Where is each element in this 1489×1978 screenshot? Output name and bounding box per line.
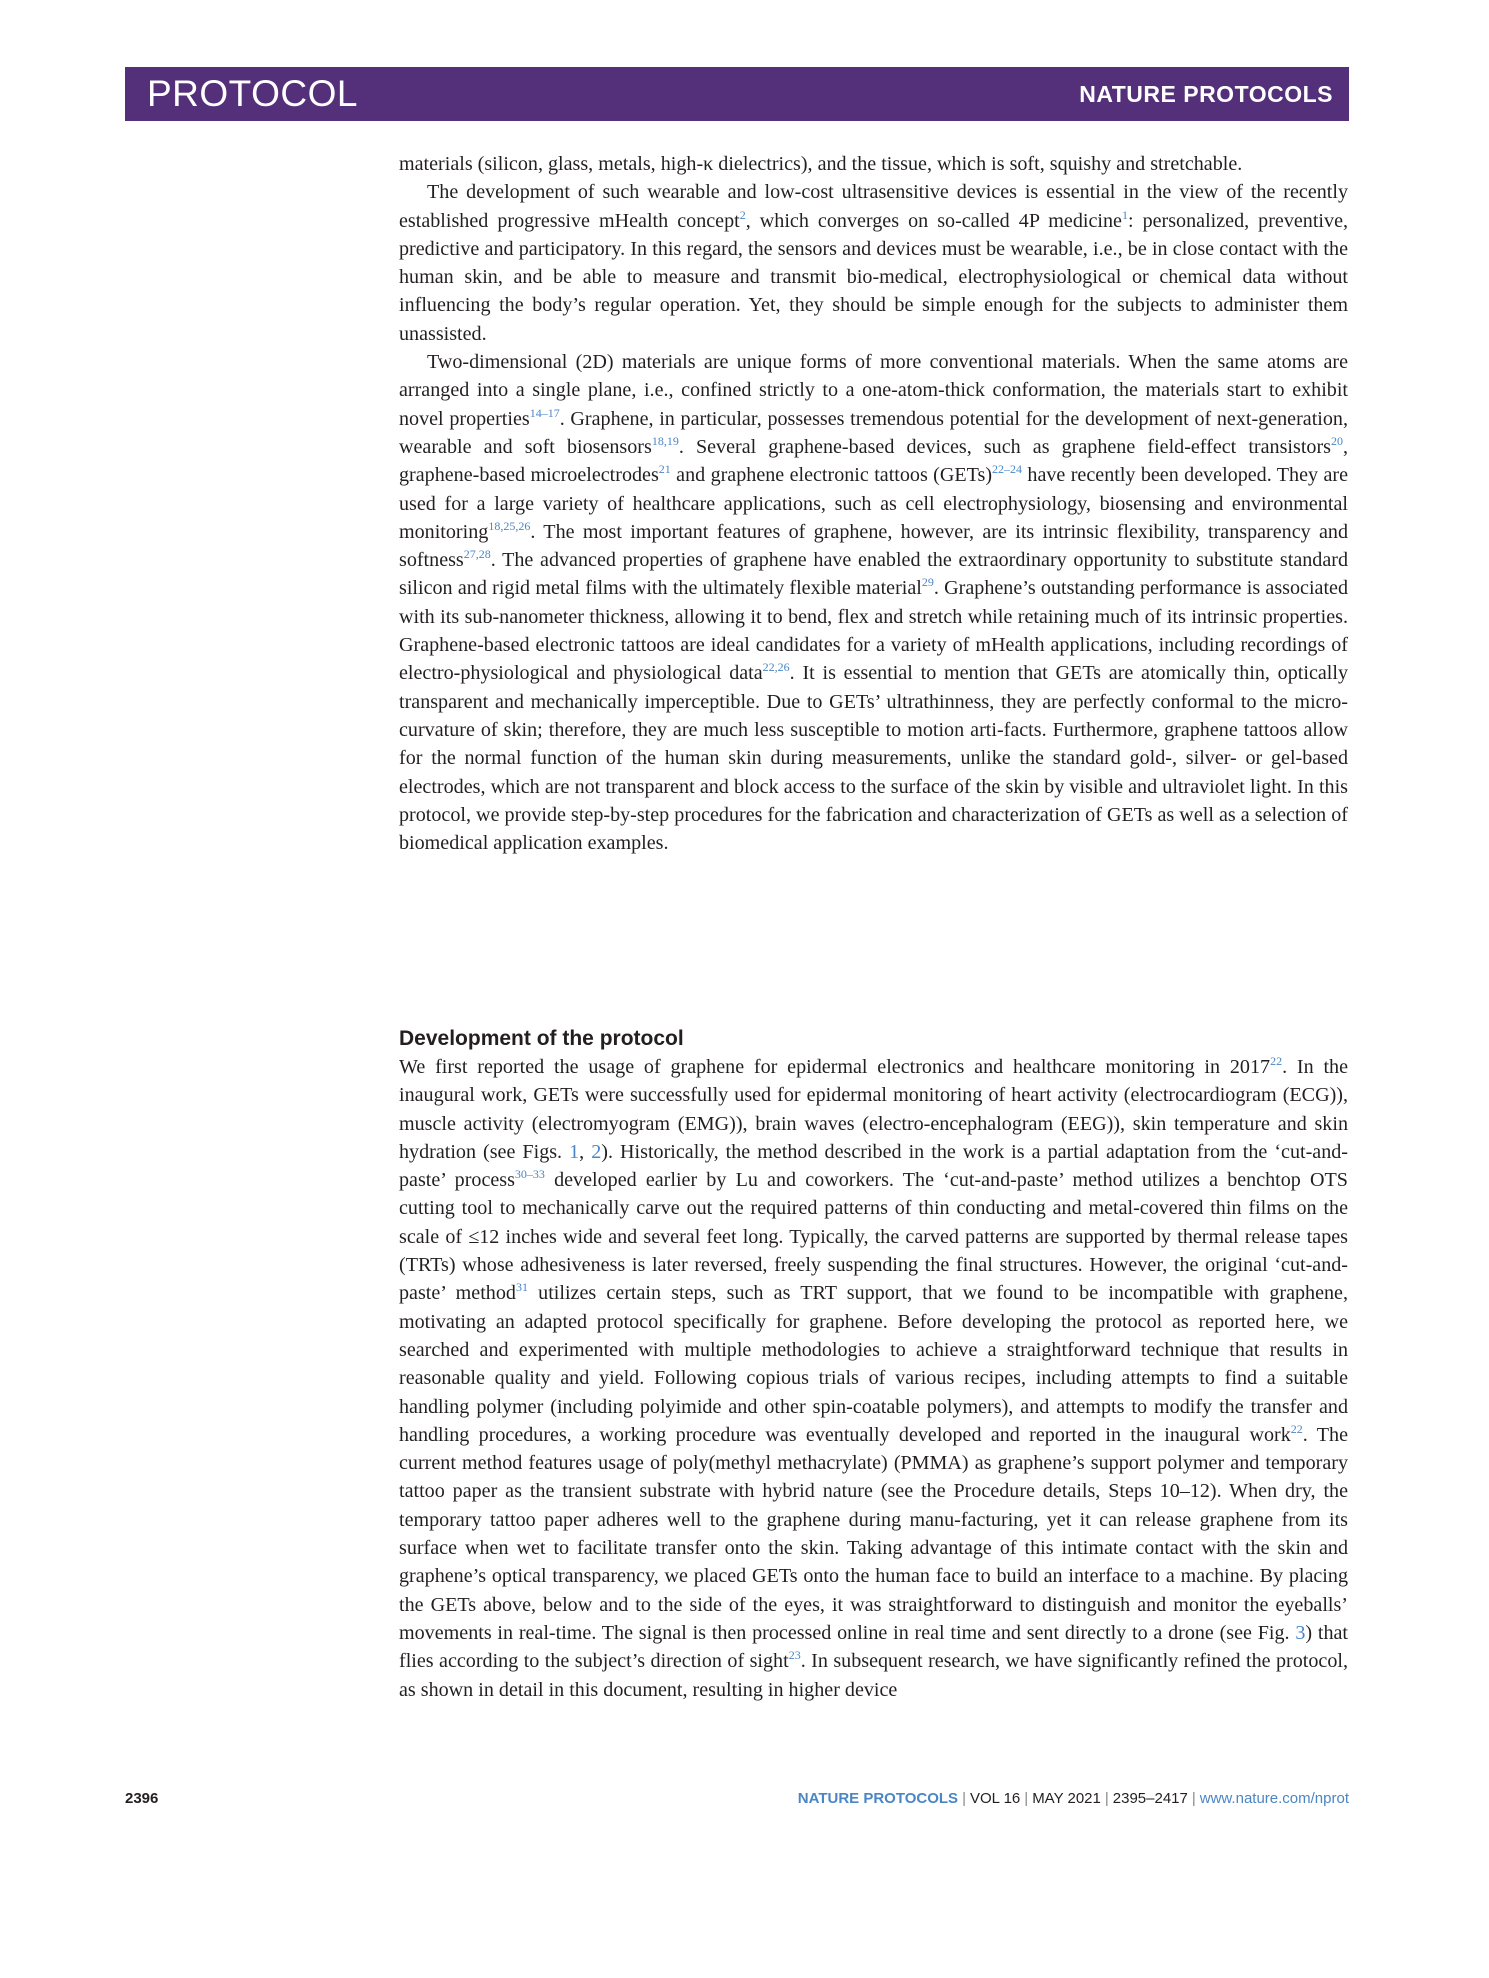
citation[interactable]: 2 [739,207,746,222]
citation[interactable]: 14–17 [529,405,560,420]
citation[interactable]: 22,26 [762,660,790,675]
section-heading: Development of the protocol [399,1027,684,1050]
citation[interactable]: 18,25,26 [488,518,531,533]
citation[interactable]: 20 [1330,433,1343,448]
paragraph-1: materials (silicon, glass, metals, high-κ dielectrics), and the tissue, which is soft, squishy and stretchable. [399,153,1243,175]
journal-name: NATURE PROTOCOLS [797,1790,959,1807]
body-text [399,150,1348,857]
page-number: 2396 [125,1790,159,1807]
citation[interactable]: 21 [658,462,671,477]
page-range: 2395–2417 [1112,1790,1188,1807]
article-type-label: PROTOCOL [147,73,358,114]
paragraph-2: The development of such wearable and low-cost ultrasensitive devices is essential in the view of the recently established progressive mHealth concept$^2$, which converges on so-called 4P medicine$^1$: personalized, preventive, predictive and participatory. In this regard, the sensors and devices must be wearable, i.e., be in close contact with the human skin, and be able to measure and transmit bio-medical, electrophysiological or chemical data without influencing the body’s regular operation. Yet, they should be simple enough for the subjects to administer them unassisted. [399,181,1349,345]
citation[interactable]: 22 [1270,1054,1283,1068]
figure-link[interactable]: 3 [1295,1621,1306,1644]
section-paragraph: We first reported the usage of graphene for epidermal electronics and healthcare monitoring in 2017$^{22}$. In the inaugural work, GETs were successfully used for epidermal monitoring of heart activity (electrocardiogram (ECG)), muscle activity (electromyogram (EMG)), brain waves (electro-encephalogram (EEG)), skin temperature and skin hydration (see Figs. 1, 2). Historically, the method described in the work is a partial adaptation from the ‘cut-and-paste’ process$^{30-33}$ developed earlier by Lu and coworkers. The ‘cut-and-paste’ method utilizes a benchtop OTS cutting tool to mechanically carve out the required patterns of thin conducting and metal-covered thin films on the scale of ≤12 inches wide and several feet long. Typically, the carved patterns are supported by thermal release tapes (TRTs) whose adhesiveness is later reversed, freely suspending the final structures. However, the original ‘cut-and-paste’ method$^{31}$ utilizes certain steps, such as TRT support, that we found to be incompatible with graphene, motivating an adapted protocol specifically for graphene. Before developing the protocol as reported here, we searched and experimented with multiple methodologies to achieve a straightforward technique that results in reasonable quality and yield. Following copious trials of various recipes, including attempts to find a suitable handling polymer (including polyimide and other spin-coatable polymers), and attempts to modify the transfer and handling procedures, a working procedure was eventually developed and reported in the inaugural work$^{22}$. The current method features usage of poly(methyl methacrylate) (PMMA) as graphene’s support polymer and temporary tattoo paper as the transient substrate with hybrid nature (see the Procedure details, Steps 10–12). When dry, the temporary tattoo paper adheres well to the graphene during manu-facturing, yet it can release graphene from its surface when wet to facilitate transfer onto the skin. Taking advantage of this intimate contact with the skin and graphene’s optical transparency, we placed GETs onto the human face to build an interface to a machine. By placing the GETs above, below and to the side of the eyes, it was straightforward to distinguish and monitor the eyeballs’ movements in real-time. The signal is then processed online in real time and sent directly to a drone (see Fig. 3) that flies according to the subject’s direction of sight$^{23}$. In subsequent research, we have significantly refined the protocol, as shown in detail in this document, resulting in higher device [399,1054,1348,1701]
journal-citation: NATURE PROTOCOLS | VOL 16 | MAY 2021 | 2395–2417 | www.nature.com/nprot [797,1790,1349,1807]
figure-link[interactable]: 2 [591,1140,602,1163]
journal-banner [125,67,1349,121]
journal-url[interactable]: www.nature.com/nprot [1199,1790,1349,1807]
citation[interactable]: 31 [515,1280,528,1295]
journal-name-header: NATURE PROTOCOLS [1079,80,1333,107]
volume: VOL 16 [969,1790,1021,1807]
citation[interactable]: 27,28 [463,547,491,562]
citation[interactable]: 22–24 [992,462,1023,477]
citation[interactable]: 29 [921,575,934,590]
citation[interactable]: 23 [788,1648,801,1663]
citation[interactable]: 22 [1290,1421,1303,1436]
section-development [399,1025,1348,1704]
citation[interactable]: 1 [1121,207,1128,222]
paragraph-3: Two-dimensional (2D) materials are unique forms of more conventional materials. When the same atoms are arranged into a single plane, i.e., confined strictly to a one-atom-thick conformation, the materials start to exhibit novel properties$^{14-17}$. Graphene, in particular, possesses tremendous potential for the development of next-generation, wearable and soft biosensors$^{18,19}$. Several graphene-based devices, such as graphene field-effect transistors$^{20}$, graphene-based microelectrodes$^{21}$ and graphene electronic tattoos (GETs)$^{22-24}$ have recently been developed. They are used for a large variety of healthcare applications, such as cell electrophysiology, biosensing and environmental monitoring$^{18,25,26}$. The most important features of graphene, however, are its intrinsic flexibility, transparency and softness$^{27,28}$. The advanced properties of graphene have enabled the extraordinary opportunity to substitute standard silicon and rigid metal films with the ultimately flexible material$^{29}$. Graphene’s outstanding performance is associated with its sub-nanometer thickness, allowing it to bend, flex and stretch while retaining much of its intrinsic properties. Graphene-based electronic tattoos are ideal candidates for a variety of mHealth applications, including recordings of electro-physiological and physiological data$^{22,26}$. It is essential to mention that GETs are atomically thin, optically transparent and mechanically imperceptible. Due to GETs’ ultrathinness, they are perfectly conformal to the micro-curvature of skin; therefore, they are much less susceptible to motion arti-facts. Furthermore, graphene tattoos allow for the normal function of the human skin during measurements, unlike the standard gold-, silver- or gel-based electrodes, which are not transparent and block access to the surface of the skin by visible and ultraviolet light. In this protocol, we provide step-by-step procedures for the fabrication and characterization of GETs as well as a selection of biomedical application examples. [399,351,1348,855]
issue-date: MAY 2021 [1032,1790,1101,1807]
citation[interactable]: 30–33 [514,1167,545,1182]
figure-link[interactable]: 1 [569,1140,580,1163]
citation[interactable]: 18,19 [651,433,679,448]
page-footer [125,1790,1349,1814]
